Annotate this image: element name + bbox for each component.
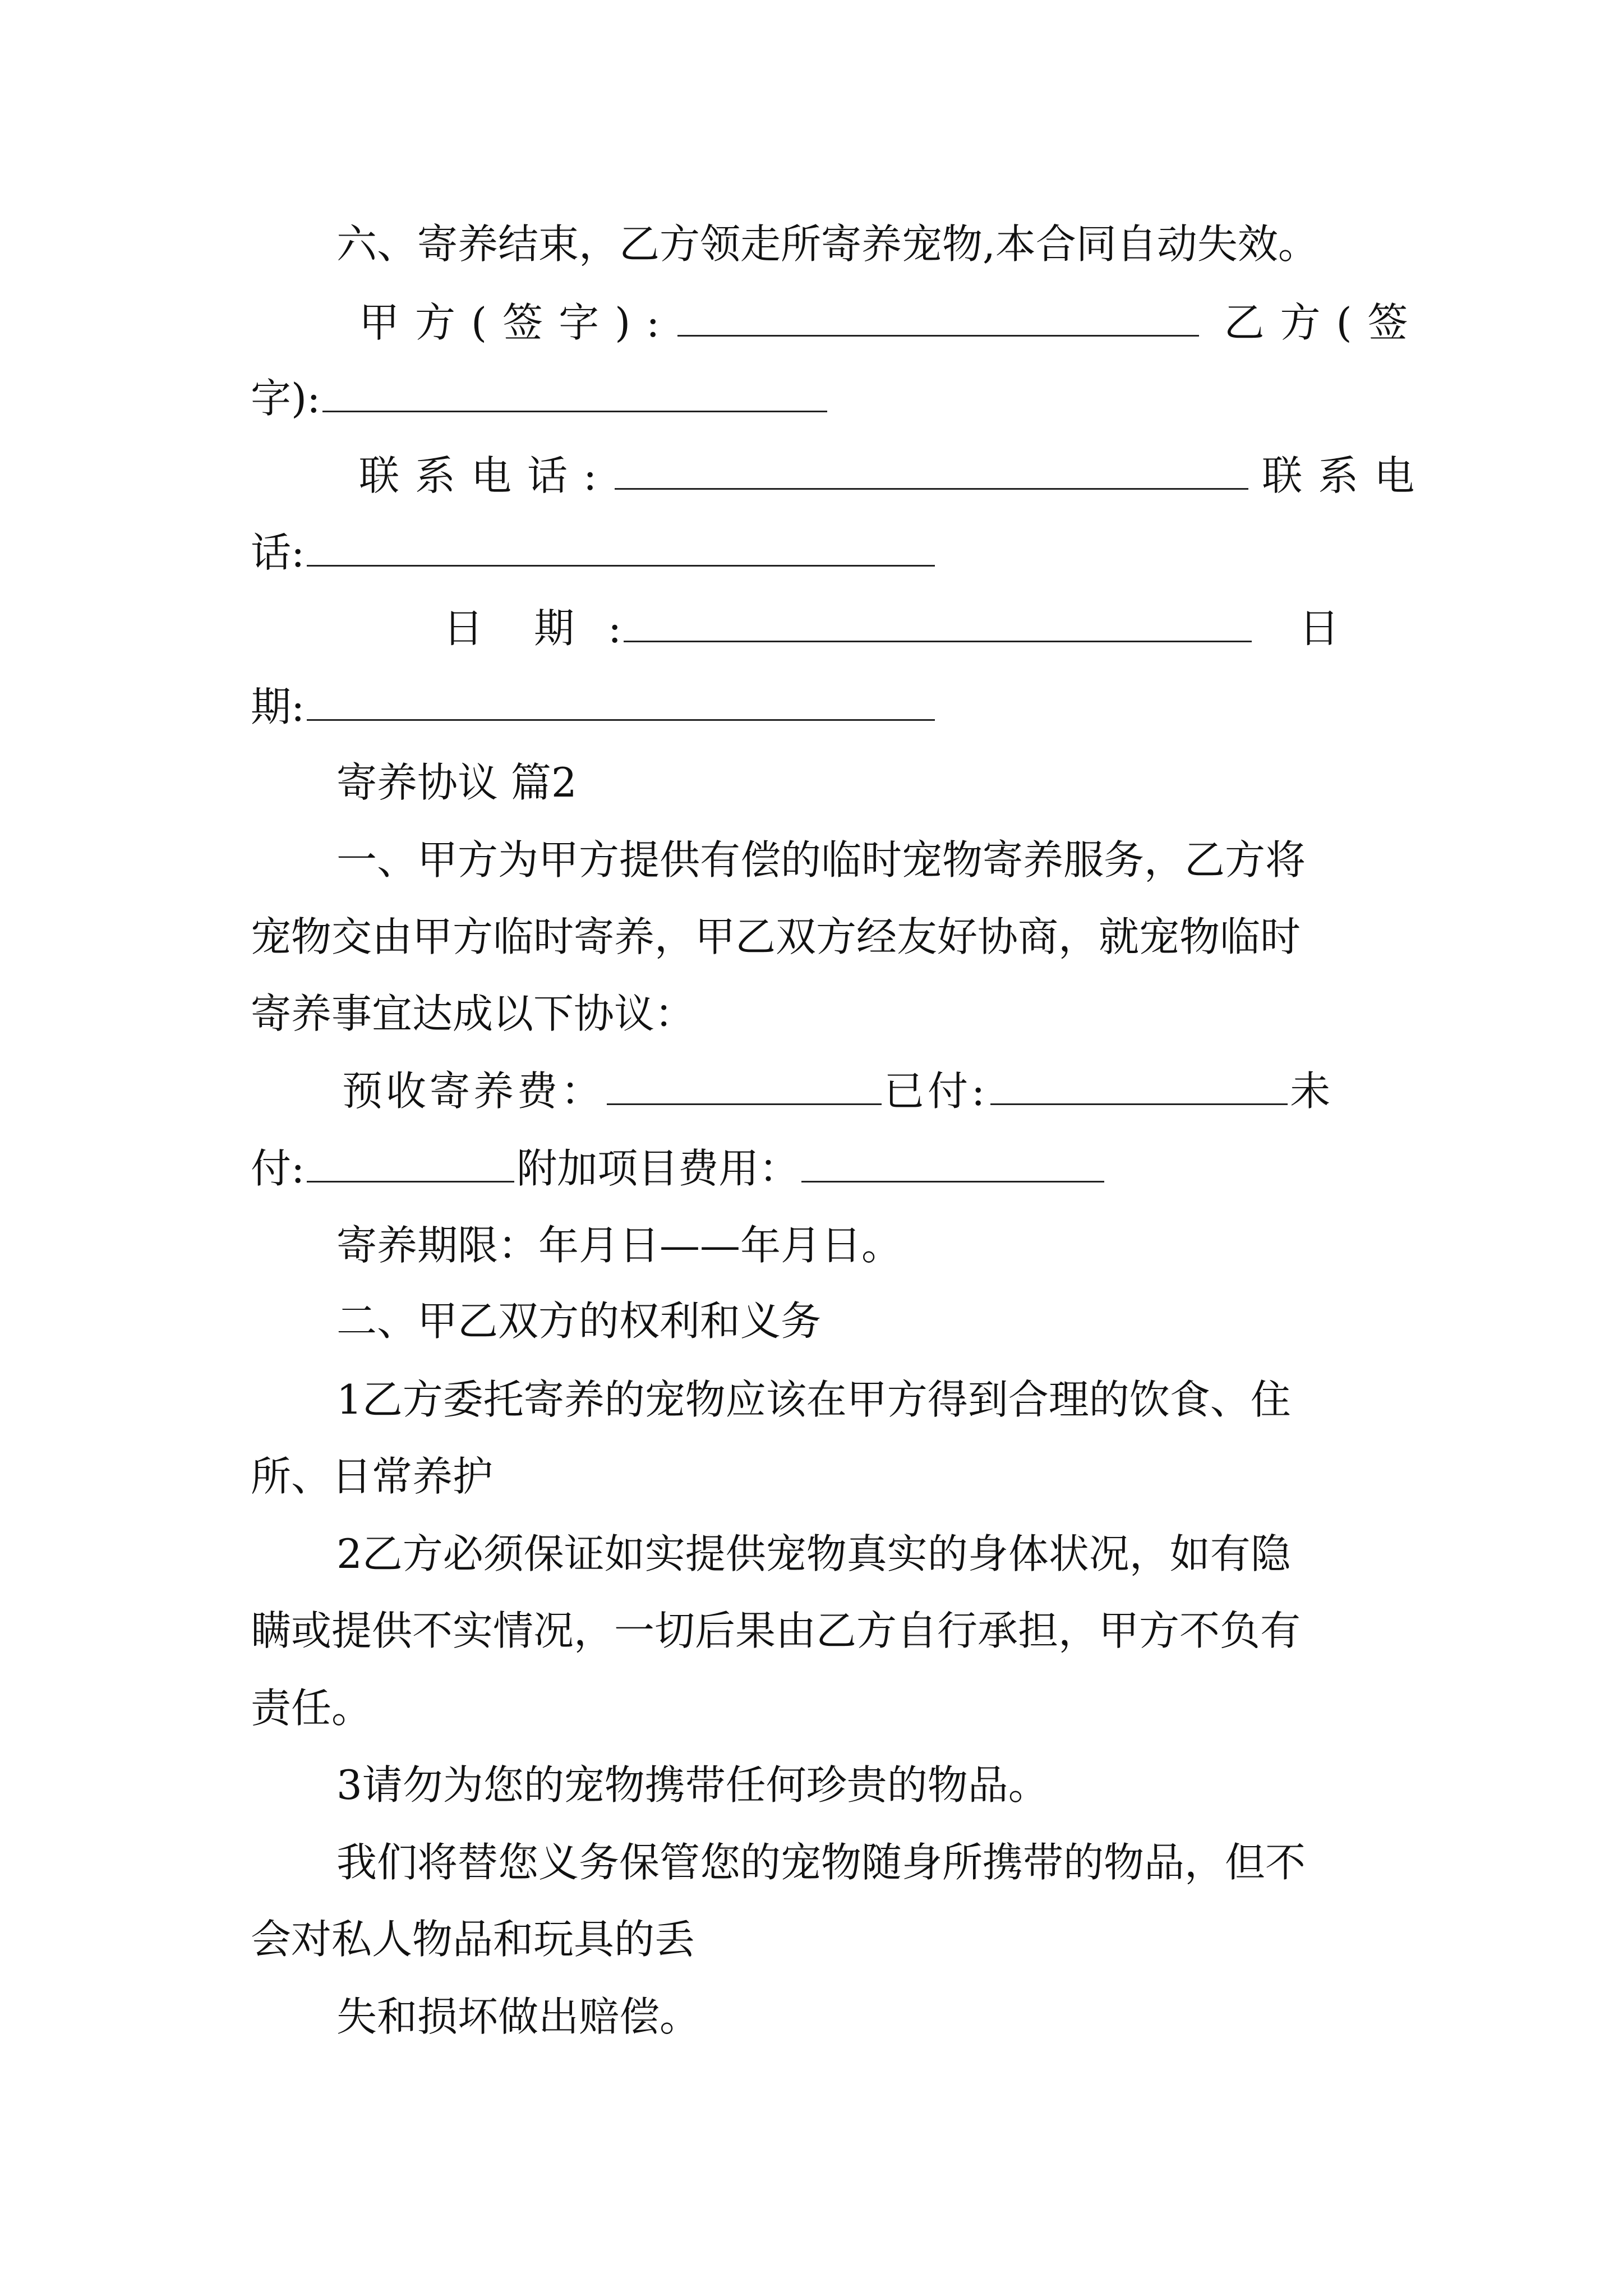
signature-line-cont bbox=[251, 370, 829, 426]
unpaid-blank bbox=[307, 1146, 514, 1182]
clause-six-text: 六、寄养结束，乙方领走所寄养宠物,本合同自动失效。 bbox=[336, 220, 1318, 268]
clause-two-3b-text-2: 会对私人物品和玩具的丢 bbox=[251, 1916, 695, 1963]
fee-line bbox=[342, 1063, 1330, 1119]
clause-two-title-text: 二、甲乙双方的权利和义务 bbox=[336, 1297, 822, 1345]
clause-two-1-line-2 bbox=[251, 1448, 493, 1504]
clause-two-1-text-2: 所、日常养护 bbox=[251, 1453, 494, 1500]
unpaid-label: 未 bbox=[1290, 1068, 1331, 1115]
phone-line bbox=[359, 448, 1430, 504]
party-b-date-label-end: 期: bbox=[251, 683, 305, 730]
section-title bbox=[336, 754, 577, 811]
clause-two-3-text: 3请勿为您的宠物携带任何珍贵的物品。 bbox=[336, 1761, 1049, 1809]
clause-two-3b-line-1 bbox=[336, 1834, 1306, 1890]
clause-two-2-line-3 bbox=[251, 1680, 372, 1736]
date-line-cont bbox=[251, 679, 937, 735]
clause-two-3-line bbox=[336, 1757, 1049, 1813]
party-a-phone-label: 联系电话: bbox=[359, 452, 613, 499]
term-line bbox=[336, 1217, 902, 1273]
clause-one-text-3: 寄养事宜达成以下协议： bbox=[251, 990, 695, 1037]
clause-two-3b-line-2 bbox=[251, 1911, 695, 1967]
clause-two-2-line-1 bbox=[336, 1526, 1291, 1582]
clause-one-line-3 bbox=[251, 986, 695, 1042]
prepaid-fee-label: 预收寄养费： bbox=[342, 1068, 605, 1115]
party-a-phone-blank bbox=[615, 453, 1248, 490]
signature-line bbox=[359, 295, 1424, 351]
prepaid-fee-blank bbox=[607, 1069, 882, 1105]
paid-label: 已付: bbox=[884, 1068, 989, 1115]
clause-two-2-text-2: 瞒或提供不实情况，一切后果由乙方自行承担，甲方不负有 bbox=[251, 1607, 1301, 1654]
extra-fee-label: 附加项目费用： bbox=[517, 1145, 800, 1192]
clause-two-2-text-3: 责任。 bbox=[251, 1685, 372, 1732]
clause-two-3b-line-3 bbox=[336, 1989, 700, 2045]
date-line bbox=[443, 600, 1339, 656]
party-a-signature-label: 甲方(签字): bbox=[359, 299, 676, 346]
clause-two-2-line-2 bbox=[251, 1603, 1301, 1659]
phone-line-cont bbox=[251, 524, 937, 581]
party-a-signature-blank bbox=[677, 300, 1199, 337]
clause-one-line-1 bbox=[336, 832, 1306, 888]
party-b-phone-label: 联系电 bbox=[1262, 452, 1431, 499]
party-a-date-blank bbox=[624, 606, 1252, 642]
party-a-date-label-1: 日 bbox=[443, 605, 484, 652]
unpaid-label-end: 付: bbox=[251, 1145, 305, 1192]
party-b-signature-label: 乙方(签 bbox=[1224, 299, 1424, 346]
party-b-signature-blank bbox=[322, 376, 827, 412]
party-b-phone-blank bbox=[307, 530, 935, 567]
paid-blank bbox=[990, 1069, 1288, 1105]
clause-six bbox=[336, 216, 1318, 272]
clause-one-line-2 bbox=[251, 909, 1301, 965]
clause-two-1-text-1: 1乙方委托寄养的宠物应该在甲方得到合理的饮食、住 bbox=[336, 1376, 1291, 1423]
term-text: 寄养期限：年月日——年月日。 bbox=[336, 1222, 902, 1269]
clause-two-title bbox=[336, 1293, 821, 1349]
party-a-date-colon: : bbox=[608, 605, 622, 652]
clause-two-2-text-1: 2乙方必须保证如实提供宠物真实的身体状况，如有隐 bbox=[336, 1530, 1291, 1577]
clause-one-text-1: 一、甲方为甲方提供有偿的临时宠物寄养服务，乙方将 bbox=[336, 836, 1306, 884]
clause-two-1-line-1 bbox=[336, 1372, 1291, 1428]
fee-line-cont bbox=[251, 1140, 1106, 1197]
clause-one-text-2: 宠物交由甲方临时寄养，甲乙双方经友好协商，就宠物临时 bbox=[251, 913, 1301, 960]
party-b-phone-label-end: 话: bbox=[251, 529, 305, 576]
extra-fee-blank bbox=[801, 1146, 1104, 1182]
clause-two-3b-text-3: 失和损坏做出赔偿。 bbox=[336, 1993, 700, 2040]
party-b-date-label: 日 bbox=[1299, 605, 1340, 652]
agreement-title-2: 寄养协议 篇2 bbox=[336, 759, 577, 806]
clause-two-3b-text-1: 我们将替您义务保管您的宠物随身所携带的物品，但不 bbox=[336, 1839, 1306, 1886]
party-b-signature-label-end: 字): bbox=[251, 375, 321, 422]
party-b-date-blank bbox=[307, 684, 935, 721]
party-a-date-label-2: 期 bbox=[534, 605, 575, 652]
